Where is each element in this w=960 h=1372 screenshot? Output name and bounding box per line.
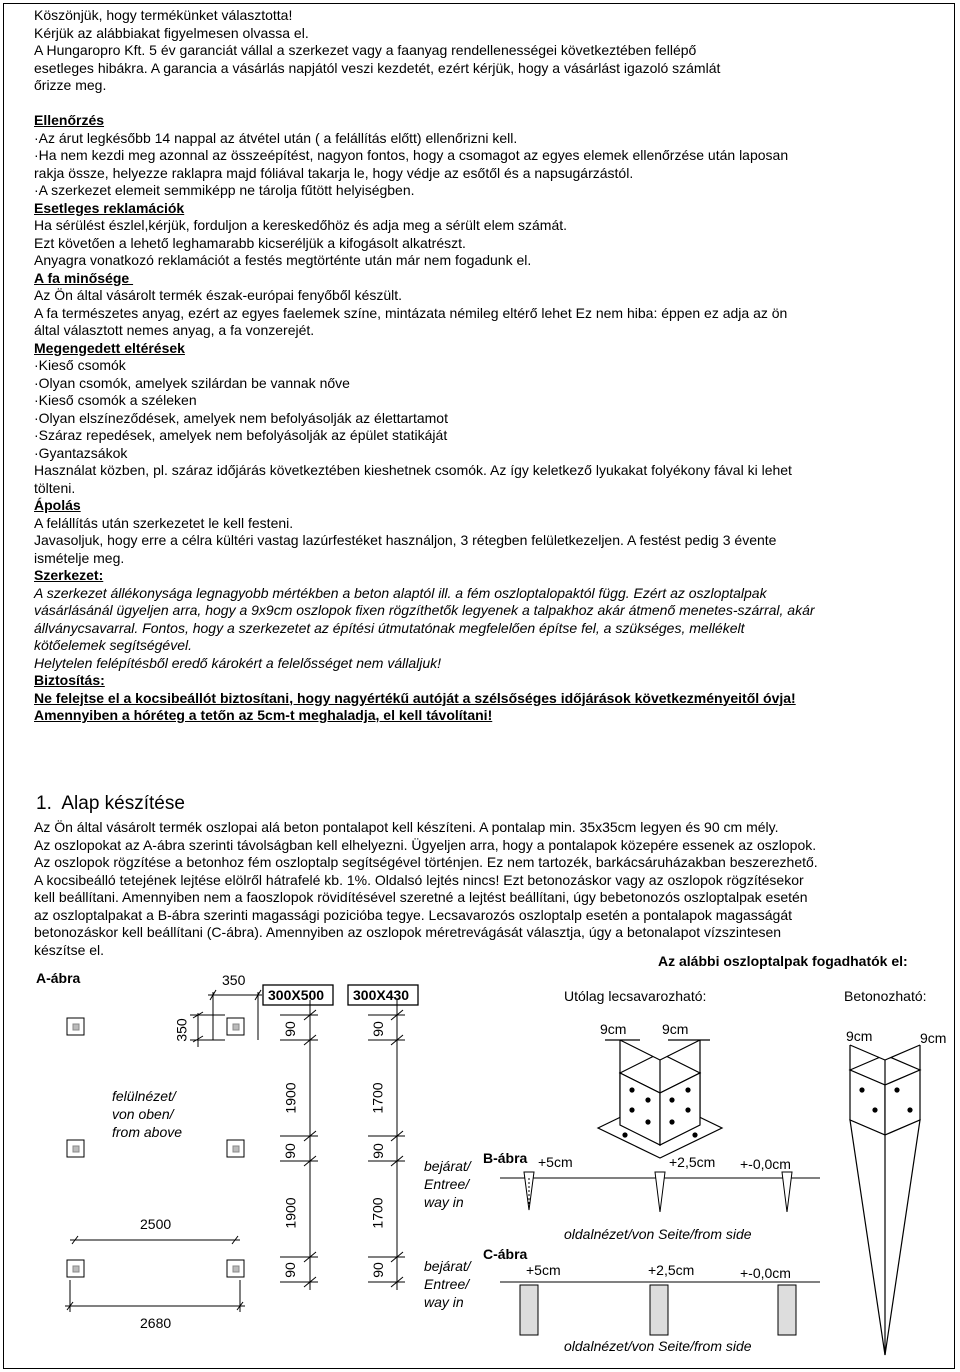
text-line: Az oszlopokat az A-ábra szerinti távolságban kell elhelyezni. Ügyeljen arra, hogy a pontalapok közepére essenek az oszlopok. bbox=[34, 836, 817, 853]
dim-90: 90 bbox=[281, 1021, 298, 1037]
box-300x500: 300X500 bbox=[268, 987, 325, 1003]
bolt-down-base-drawing bbox=[598, 1040, 722, 1158]
text-line: Ezt követően a lehető leghamarabb kicseréljük a kifogásolt alkatrészt. bbox=[34, 234, 466, 251]
dim-9cm: 9cm bbox=[600, 1021, 627, 1037]
dim-1700: 1700 bbox=[369, 1197, 386, 1229]
text-line: kötőelemek segítségével. bbox=[34, 637, 192, 653]
b-abra-label: B-ábra bbox=[483, 1150, 528, 1166]
b-abra-drawing bbox=[500, 1172, 820, 1212]
entrance-label: Entree/ bbox=[424, 1176, 470, 1192]
c-abra-label: C-ábra bbox=[483, 1246, 528, 1262]
text-line: ·Az árut legkésőbb 14 nappal az átvétel után ( a felállítás előtt) ellenőrizni kell. bbox=[34, 129, 518, 146]
level-label: +5cm bbox=[538, 1154, 573, 1170]
text-line: A szerkezet állékonysága legnagyobb mértékben a beton alaptól ill. a fém oszloptalopaktól függ. Ezért az oszloptalpak bbox=[34, 584, 767, 601]
warning-line: Ne felejtse el a kocsibeállót biztosítani, hogy nagyértékű autóját a szélsőséges időjárások következményeitől óvja! bbox=[34, 689, 796, 706]
dim-2680: 2680 bbox=[140, 1315, 172, 1331]
entrance-label: bejárat/ bbox=[424, 1158, 471, 1174]
dim-1900: 1900 bbox=[282, 1082, 299, 1114]
heading-szerkezet: Szerkezet: bbox=[34, 567, 104, 583]
entrance-label: Entree/ bbox=[424, 1276, 470, 1292]
box-300x430: 300X430 bbox=[353, 987, 410, 1003]
text-line: ·Gyantazsákok bbox=[34, 444, 128, 461]
text-line: A fa természetes anyag, ezért az egyes faelemek színe, mintázata némileg eltérő lehet Ez nem hiba: éppen ez adja az ön bbox=[34, 304, 788, 321]
text-line: Helytelen felépítésből eredő károkért a felelősséget nem vállaljuk! bbox=[34, 654, 442, 671]
text-line: Az Ön által vásárolt termék észak-európai fenyőből készült. bbox=[34, 287, 403, 303]
heading-fa: A fa minősége bbox=[34, 269, 134, 286]
view-label: from above bbox=[112, 1124, 183, 1140]
level-label: +2,5cm bbox=[648, 1262, 695, 1278]
dim-90: 90 bbox=[281, 1143, 298, 1159]
dim-90: 90 bbox=[369, 1143, 386, 1159]
view-label: von oben/ bbox=[112, 1106, 174, 1122]
text-line: ·Kieső csomók bbox=[34, 357, 126, 373]
entrance-label: way in bbox=[424, 1294, 464, 1310]
text-line: Anyagra vonatkozó reklamációt a festés megtörténte után már nem fogadunk el. bbox=[34, 252, 532, 268]
text-line: betonozáskor kell beállítani (C-ábra). Amennyiben az oszlopok méretrevágását választja, úgy a betonalapot vízszintesen bbox=[34, 924, 782, 940]
dim-9cm: 9cm bbox=[920, 1030, 947, 1046]
view-label: felülnézet/ bbox=[112, 1088, 176, 1104]
intro-line: esetleges hibákra. A garancia a vásárlás napjától veszi kezdetét, ezért kérjük, hogy a vásárlást igazoló számlát bbox=[34, 59, 721, 76]
text-line: ·Ha nem kezdi meg azonnal az összeépítést, nagyon fontos, hogy a csomagot az egyes elemek ellenőrzése után laposan bbox=[34, 147, 789, 163]
text-line: ismételje meg. bbox=[34, 549, 125, 566]
text-line: Javasoljuk, hogy erre a célra kültéri vastag lazúrfestéket használjon, 3 rétegben felületkezeljen. A festést pedig 3 évente bbox=[34, 532, 777, 548]
level-label: +2,5cm bbox=[669, 1154, 716, 1170]
dim-90: 90 bbox=[369, 1021, 386, 1037]
heading-apolas: Ápolás bbox=[34, 497, 81, 513]
text-line: ·Olyan elszíneződések, amelyek nem befolyásolják az élettartamot bbox=[34, 409, 448, 426]
side-view-label: oldalnézet/von Seite/from side bbox=[564, 1338, 752, 1354]
dim-2500: 2500 bbox=[140, 1216, 172, 1232]
concrete-base-drawing bbox=[850, 1045, 920, 1355]
text-line: vásárlásánál ügyeljen arra, hogy a 9x9cm oszlopok fixen rögzíthetők legyenek a talpakhoz akár átmenő menetes-szárral, akár bbox=[34, 602, 815, 618]
dim-1700: 1700 bbox=[369, 1082, 386, 1114]
text-line: rakja össze, helyezze raklapra majd fóliával takarja le, hogy védje az esőtől és a napsugárzástól. bbox=[34, 164, 634, 181]
side-view-label: oldalnézet/von Seite/from side bbox=[564, 1226, 752, 1242]
a-abra-label: A-ábra bbox=[36, 970, 81, 986]
intro-line: Köszönjük, hogy termékünket választotta! bbox=[34, 7, 293, 23]
text-line: készítse el. bbox=[34, 941, 105, 958]
dim-9cm: 9cm bbox=[662, 1021, 689, 1037]
text-line: által választott nemes anyag, a fa vonzerejét. bbox=[34, 322, 315, 338]
level-label: +-0,0cm bbox=[740, 1156, 791, 1172]
dim-90: 90 bbox=[369, 1262, 386, 1278]
intro-line: A Hungaropro Kft. 5 év garanciát vállal a szerkezet vagy a faanyag rendellenességei következtében fellépő bbox=[34, 42, 697, 58]
bolt-down-label: Utólag lecsavarozható: bbox=[564, 988, 707, 1004]
heading-elteres: Megengedett eltérések bbox=[34, 339, 185, 356]
section-title-alap: 1. Alap készítése bbox=[36, 793, 185, 814]
dim-90: 90 bbox=[281, 1262, 298, 1278]
text-line: ·Száraz repedések, amelyek nem befolyásolják az épület statikáját bbox=[34, 427, 448, 443]
heading-biztositas: Biztosítás: bbox=[34, 672, 105, 688]
c-abra-drawing bbox=[500, 1282, 820, 1335]
dim-350-top: 350 bbox=[222, 972, 246, 988]
foundation-squares bbox=[67, 1018, 244, 1277]
text-line: Az oszlopok rögzítése a betonhoz fém oszloptalp segítségével történjen. Ez nem tartozék, barkácsáruházakban beszerezhető. bbox=[34, 854, 818, 870]
intro-line: Kérjük az alábbiakat figyelmesen olvassa el. bbox=[34, 24, 309, 41]
entrance-label: bejárat/ bbox=[424, 1258, 471, 1274]
text-line: A kocsibeálló tetejének lejtése elölről hátrafelé kb. 1%. Oldalsó lejtés nincs! Ezt betonozáskor vagy az oszlopok rögzítésekor bbox=[34, 871, 804, 888]
intro-line: őrizze meg. bbox=[34, 77, 107, 93]
text-line: Az Ön által vásárolt termék oszlopai alá beton pontalapot kell készíteni. A pontalap min. 35x35cm legyen és 90 cm mély. bbox=[34, 819, 779, 835]
dim-1900: 1900 bbox=[282, 1197, 299, 1229]
text-line: ·Olyan csomók, amelyek szilárdan be vannak nőve bbox=[34, 374, 350, 391]
level-label: +5cm bbox=[526, 1262, 561, 1278]
text-line: kell beállítani. Amennyiben nem a faoszlopok rövidítésével szeretné a lejtést beállítani, úgy bebetonozós oszloptalpak esetén bbox=[34, 889, 808, 905]
level-label: +-0,0cm bbox=[740, 1265, 791, 1281]
concrete-label: Betonozható: bbox=[844, 988, 927, 1004]
dim-350-side: 350 bbox=[173, 1018, 190, 1042]
dim-9cm: 9cm bbox=[846, 1028, 873, 1044]
text-line: A felállítás után szerkezetet le kell festeni. bbox=[34, 514, 294, 531]
entrance-label: way in bbox=[424, 1194, 464, 1210]
text-line: Ha sérülést észlel,kérjük, forduljon a kereskedőhöz és adja meg a sérült elem számát. bbox=[34, 217, 568, 233]
warning-line: Amennyiben a hóréteg a tetőn az 5cm-t meghaladja, el kell távolítani! bbox=[34, 707, 493, 723]
heading-ellenorzes: Ellenőrzés bbox=[34, 112, 105, 128]
text-line: az oszloptalpakat a B-ábra szerinti magassági pozicióba tegye. Lecsavarozós oszloptalp esetén a pontalapok magasságát bbox=[34, 906, 793, 923]
text-line: tölteni. bbox=[34, 479, 76, 496]
heading-reklamacio: Esetleges reklamációk bbox=[34, 199, 185, 216]
text-line: ·A szerkezet elemeit semmiképp ne tárolja fűtött helyiségben. bbox=[34, 182, 415, 198]
text-line: állványcsavarral. Fontos, hogy a szerkezetet az építési útmutatónak megfelelően építse fel, a szükséges, mellékelt bbox=[34, 619, 745, 636]
right-title: Az alábbi oszloptalpak fogadhatók el: bbox=[658, 953, 908, 969]
text-line: Használat közben, pl. száraz időjárás következtében kieshetnek csomók. Az így keletkező lyukakat folyékony fával ki lehet bbox=[34, 462, 792, 478]
text-line: ·Kieső csomók a széleken bbox=[34, 392, 197, 408]
